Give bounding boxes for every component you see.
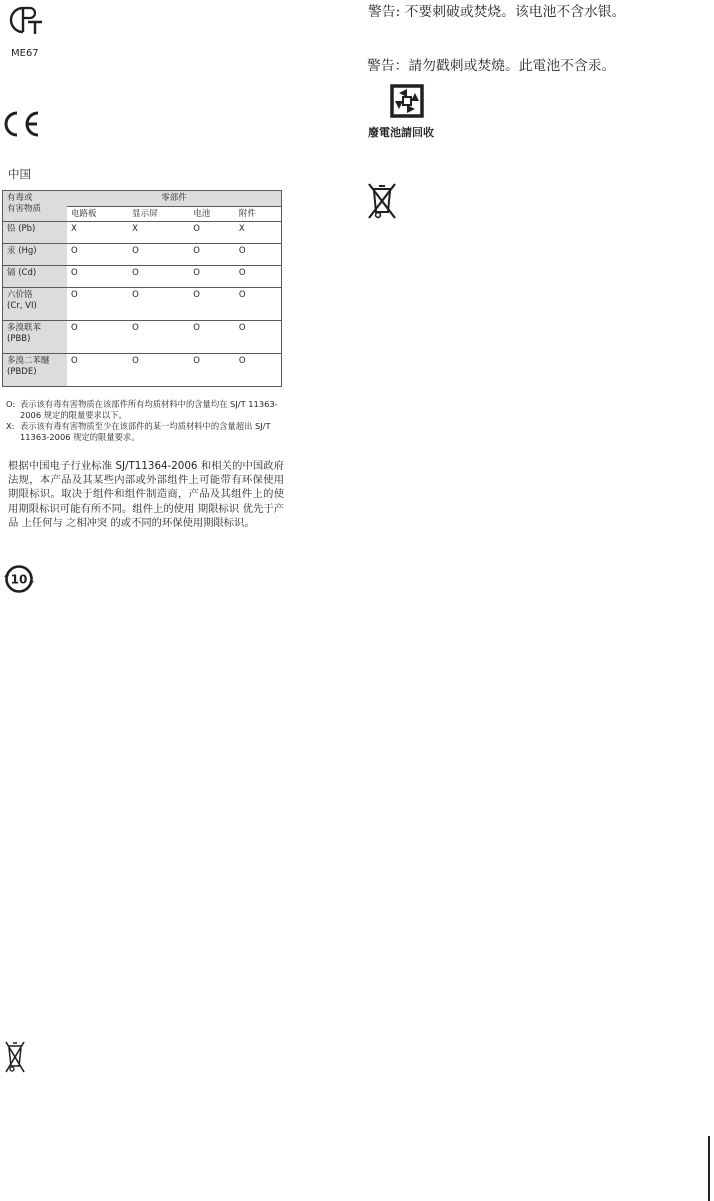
table-cell: O — [235, 321, 282, 354]
table-row — [3, 222, 282, 244]
note-key: X: — [6, 421, 15, 431]
epup-paragraph: 根据中国电子行业标准 SJ/T11364-2006 和相关的中国政府法规，本产品及其某些内部或外部组件上可能带有环保使用期限标识。取决于组件和组件制造商，产品及其组件上的使用期限标识可能有所不同。组件上的使用 期限标识 优先于产品 上任何与 之相冲突 的或不同的环保使用期限标识。 — [8, 460, 284, 529]
table-cell: O — [235, 354, 282, 387]
battery-warning-traditional: 警告：請勿戳刺或焚燒。此電池不含汞。 — [367, 58, 616, 74]
table-cell: O — [235, 288, 282, 321]
table-cell: O — [189, 321, 235, 354]
table-cell: X — [67, 222, 128, 244]
substance-cell: 镉 (Cd) — [3, 266, 68, 288]
table-row — [3, 321, 282, 354]
table-row — [3, 354, 282, 387]
table-cell: O — [189, 266, 235, 288]
note-key: O: — [6, 399, 16, 409]
page-edge-rule — [708, 1136, 710, 1201]
table-row — [3, 288, 282, 321]
table-cell: O — [189, 288, 235, 321]
table-cell: O — [128, 266, 189, 288]
table-cell: O — [235, 266, 282, 288]
crossed-out-wheelie-bin-icon — [4, 1040, 26, 1074]
table-cell: O — [189, 354, 235, 387]
epup-number: 10 — [10, 572, 28, 587]
substance-cell: 多溴二苯醚 (PBDE) — [3, 354, 68, 387]
environmental-protection-use-period-icon — [3, 563, 35, 595]
column-header: 电路板 — [67, 206, 128, 222]
taiwan-battery-recycle-icon — [389, 83, 425, 119]
table-cell: O — [67, 288, 128, 321]
ce-mark-icon — [2, 109, 42, 139]
china-heading: 中国 — [8, 167, 31, 181]
table-cell: O — [235, 244, 282, 266]
table-cell: X — [128, 222, 189, 244]
table-cell: O — [67, 321, 128, 354]
note-x — [6, 421, 286, 443]
recycle-label: 廢電池請回收 — [368, 126, 434, 139]
note-o — [6, 399, 286, 421]
table-cell: O — [128, 354, 189, 387]
table-row — [3, 266, 282, 288]
table-cell: O — [67, 354, 128, 387]
table-cell: O — [128, 288, 189, 321]
column-header: 显示屏 — [128, 206, 189, 222]
table-cell: O — [67, 266, 128, 288]
substance-cell: 六价铬 (Cr, VI) — [3, 288, 68, 321]
substance-cell: 铅 (Pb) — [3, 222, 68, 244]
pct-certification-logo-icon — [6, 4, 44, 36]
table-header-parts: 零部件 — [67, 191, 282, 207]
table-cell: O — [128, 321, 189, 354]
table-cell: O — [67, 244, 128, 266]
note-text: 表示该有毒有害物质在该部件所有均质材料中的含量均在 SJ/T 11363-2006 规定的限量要求以下。 — [20, 399, 278, 420]
column-header: 电池 — [189, 206, 235, 222]
table-cell: X — [235, 222, 282, 244]
battery-warning-simplified: 警告: 不要刺破或焚烧。该电池不含水银。 — [368, 4, 626, 20]
column-header: 附件 — [235, 206, 282, 222]
note-text: 表示该有毒有害物质至少在该部件的某一均质材料中的含量超出 SJ/T 11363-2006 规定的限量要求。 — [20, 421, 271, 442]
table-header-substance: 有毒或 有害物质 — [3, 191, 68, 222]
table-row — [3, 244, 282, 266]
pct-code-label: ME67 — [11, 48, 39, 59]
substance-cell: 汞 (Hg) — [3, 244, 68, 266]
table-cell: O — [189, 222, 235, 244]
substance-cell: 多溴联苯 (PBB) — [3, 321, 68, 354]
crossed-out-wheelie-bin-icon — [367, 182, 397, 220]
hazardous-substances-table — [2, 190, 282, 387]
table-cell: O — [189, 244, 235, 266]
table-notes — [6, 399, 286, 443]
table-cell: O — [128, 244, 189, 266]
